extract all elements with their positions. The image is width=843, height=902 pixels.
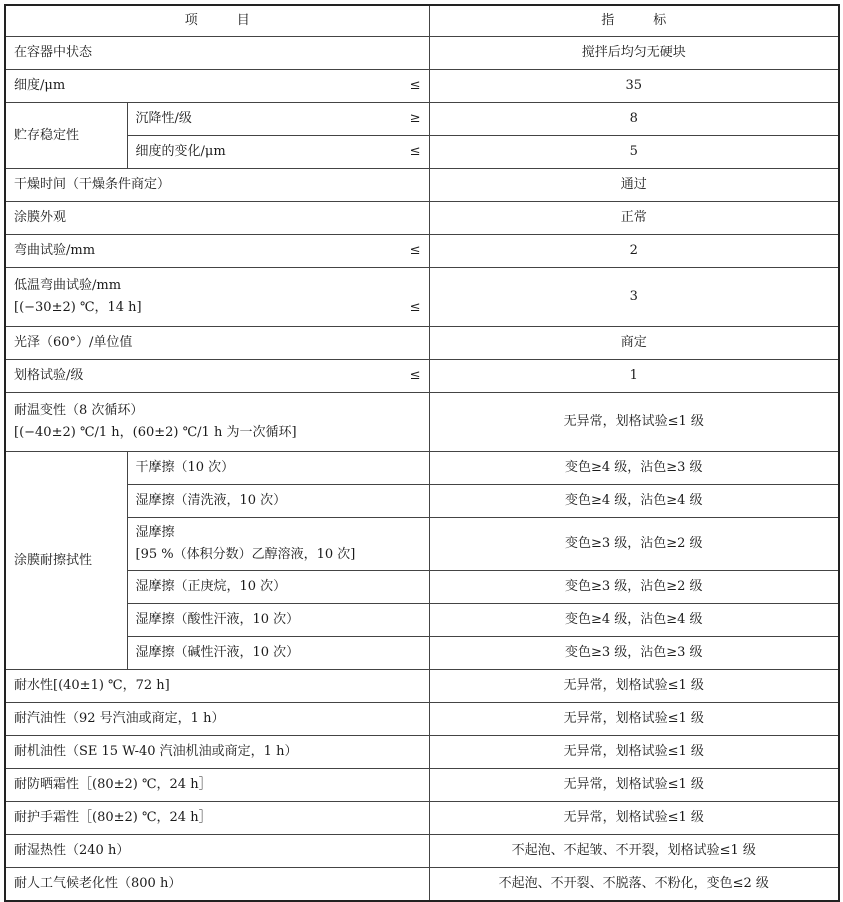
header-item: 项 目 [5,5,429,37]
row-value: 无异常，划格试验≤1 级 [429,393,839,452]
spec-table [4,4,840,902]
table-row [5,452,839,485]
header-row [5,5,839,37]
row-value: 无异常，划格试验≤1 级 [429,670,839,703]
row-item-line2: [95 %（体积分数）乙醇溶液，10 次] [135,547,356,562]
row-value: 无异常，划格试验≤1 级 [429,703,839,736]
row-item [127,136,429,169]
row-item: 湿摩擦（清洗液，10 次） [127,485,429,518]
row-item: 光泽（60°）/单位值 [5,327,429,360]
row-item: 干摩擦（10 次） [127,452,429,485]
row-item: 湿摩擦（碱性汗液，10 次） [127,637,429,670]
table-row [5,327,839,360]
table-row [5,518,839,571]
row-item [5,360,429,393]
row-value: 变色≥4 级，沾色≥3 级 [429,452,839,485]
row-item: 耐人工气候老化性（800 h） [5,868,429,902]
row-value: 商定 [429,327,839,360]
table-row [5,604,839,637]
row-item [5,70,429,103]
row-item-line1: 低温弯曲试验/mm [14,278,122,293]
comparison-symbol: ≤ [409,300,421,315]
group-label: 涂膜耐擦拭性 [5,452,127,670]
table-row [5,769,839,802]
row-item-line1: 湿摩擦 [135,525,175,540]
table-row [5,235,839,268]
table-row [5,202,839,235]
document-page [4,4,840,902]
table-row [5,485,839,518]
row-value: 5 [429,136,839,169]
row-item-label: 细度/μm [14,78,66,93]
row-item: 湿摩擦（酸性汗液，10 次） [127,604,429,637]
row-item-line2: [(−30±2) ℃，14 h] [14,300,142,315]
row-value: 35 [429,70,839,103]
row-item [5,268,429,327]
row-item-label: 沉降性/级 [135,111,192,126]
row-value: 变色≥3 级，沾色≥3 级 [429,637,839,670]
table-row [5,637,839,670]
comparison-symbol: ≥ [409,111,421,126]
row-item-line1: 耐温变性（8 次循环） [14,403,144,418]
table-row [5,103,839,136]
row-value: 无异常，划格试验≤1 级 [429,769,839,802]
row-item: 耐护手霜性［(80±2) ℃，24 h］ [5,802,429,835]
table-row [5,268,839,327]
table-row [5,360,839,393]
comparison-symbol: ≤ [409,144,421,159]
row-item: 耐水性[(40±1) ℃，72 h] [5,670,429,703]
row-value: 通过 [429,169,839,202]
row-item: 涂膜外观 [5,202,429,235]
row-item: 在容器中状态 [5,37,429,70]
row-value: 不起泡、不开裂、不脱落、不粉化，变色≤2 级 [429,868,839,902]
row-item [5,235,429,268]
table-row [5,70,839,103]
row-item-label: 细度的变化/μm [135,144,226,159]
row-item [127,103,429,136]
row-value: 无异常，划格试验≤1 级 [429,736,839,769]
row-value: 变色≥3 级，沾色≥2 级 [429,571,839,604]
row-item: 耐湿热性（240 h） [5,835,429,868]
row-value: 搅拌后均匀无硬块 [429,37,839,70]
table-row [5,835,839,868]
row-value: 1 [429,360,839,393]
row-value: 正常 [429,202,839,235]
comparison-symbol: ≤ [409,78,421,93]
row-item [127,518,429,571]
table-row [5,703,839,736]
row-item: 湿摩擦（正庚烷，10 次） [127,571,429,604]
table-row [5,169,839,202]
row-value: 2 [429,235,839,268]
table-row [5,670,839,703]
row-value: 变色≥4 级，沾色≥4 级 [429,604,839,637]
row-item: 耐汽油性（92 号汽油或商定，1 h） [5,703,429,736]
table-row [5,736,839,769]
row-item: 干燥时间（干燥条件商定） [5,169,429,202]
row-item-line2: [(−40±2) ℃/1 h，(60±2) ℃/1 h 为一次循环] [14,425,297,440]
row-value: 3 [429,268,839,327]
table-row [5,802,839,835]
table-row [5,868,839,902]
row-value: 不起泡、不起皱、不开裂，划格试验≤1 级 [429,835,839,868]
row-value: 变色≥4 级，沾色≥4 级 [429,485,839,518]
header-value: 指 标 [429,5,839,37]
table-row [5,393,839,452]
table-row [5,37,839,70]
row-value: 8 [429,103,839,136]
row-value: 无异常，划格试验≤1 级 [429,802,839,835]
comparison-symbol: ≤ [409,368,421,383]
row-item-label: 弯曲试验/mm [14,243,96,258]
group-label: 贮存稳定性 [5,103,127,169]
table-row [5,571,839,604]
comparison-symbol: ≤ [409,243,421,258]
row-item-label: 划格试验/级 [14,368,84,383]
row-item: 耐防晒霜性［(80±2) ℃，24 h］ [5,769,429,802]
row-item: 耐机油性（SE 15 W-40 汽油机油或商定，1 h） [5,736,429,769]
row-value: 变色≥3 级，沾色≥2 级 [429,518,839,571]
row-item [5,393,429,452]
table-row [5,136,839,169]
